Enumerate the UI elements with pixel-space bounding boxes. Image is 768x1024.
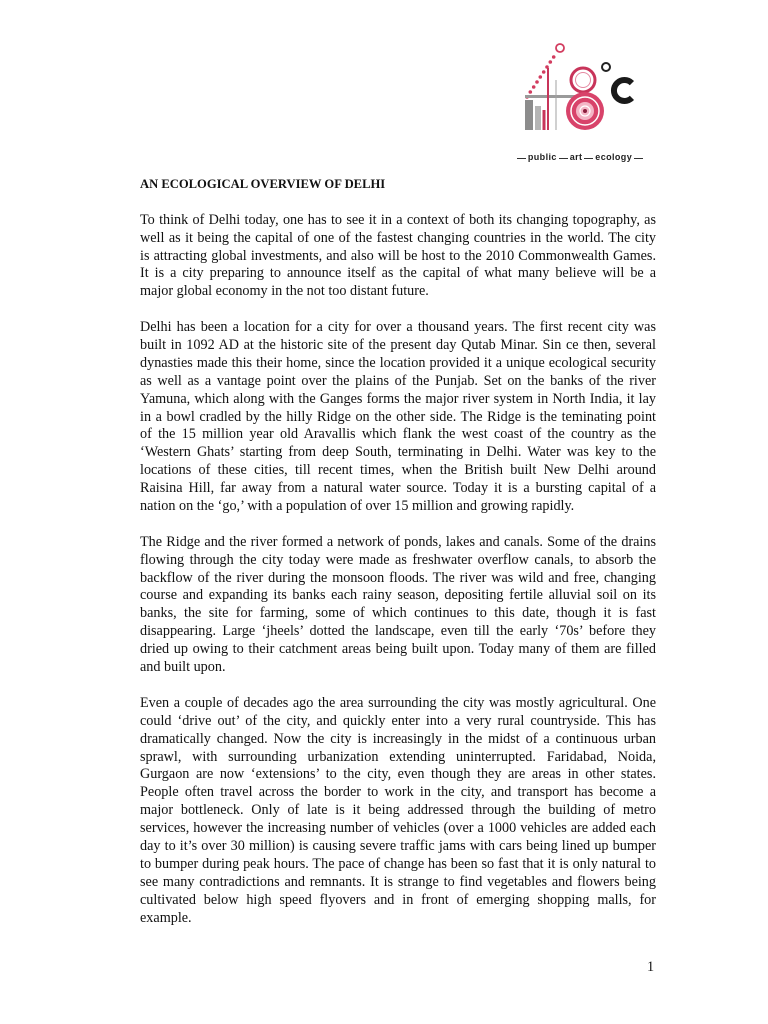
- paragraph-line: dried up owing to their catchment areas being built upon. Today many of them are filled: [140, 641, 656, 658]
- logo-degree-ring: [602, 63, 610, 71]
- logo-eight-bottom-rose: [566, 92, 604, 130]
- paragraph-line: backflow of the river during the monsoon floods. The river was wild and free, changing: [140, 569, 656, 586]
- paragraph-1: [140, 212, 656, 301]
- paragraph-line: and built upon.: [140, 659, 226, 676]
- document-body: [140, 176, 656, 945]
- paragraph-line: day to it’s over 30 million) is causing severe traffic jams with cars being lined up bumper: [140, 837, 656, 854]
- paragraph-line: dynasties made this their home, since the location provided it a unique ecological security: [140, 354, 656, 371]
- paragraph-line: is attracting global investments, and also will be host to the 2010 Commonwealth Games.: [140, 247, 656, 264]
- tagline-rule: [517, 158, 526, 159]
- logo-figure: [543, 110, 546, 130]
- logo-tagline: [515, 151, 645, 163]
- logo-pin-ring: [556, 44, 564, 52]
- tagline-rule: [584, 158, 593, 159]
- paragraph-line: nation on the ‘go,’ with a population of over 15 million and growing rapidly.: [140, 498, 575, 515]
- logo-building-dark: [525, 100, 533, 130]
- tagline-rule: [634, 158, 643, 159]
- tagline-word-public: public: [527, 152, 557, 162]
- paragraph-line: Gurgaon are now ‘extensions’ to the city, even though they are areas in other states.: [140, 766, 656, 783]
- document-title: AN ECOLOGICAL OVERVIEW OF DELHI: [140, 177, 386, 191]
- paragraph-3: [140, 534, 656, 677]
- logo-48c-mark: [515, 40, 650, 152]
- paragraph-line: banks, the site for farming, some of which continues to this date, though it is fast: [140, 605, 656, 622]
- paragraph-line: to bumper during peak hours. The pace of change has been so fast that it is only natural to: [140, 855, 656, 872]
- paragraph-line: as well as a vantage point over the plains of the Punjab. Set on the banks of the river: [140, 372, 656, 389]
- tagline-word-art: art: [569, 152, 583, 162]
- logo-dotted-line: [525, 55, 555, 99]
- logo-eight-top-ring: [571, 68, 595, 92]
- paragraph-line: of the 15 million year old Aravallis which flank the west coast of the country as the: [140, 426, 656, 443]
- paragraph-line: sprawl, with surrounding urbanization extending uninterrupted. Faridabad, Noida,: [140, 748, 656, 765]
- paragraph-line: flowing through the city today were made as freshwater overflow canals, to absorb the: [140, 551, 656, 568]
- paragraph-line: Delhi has been a location for a city for over a thousand years. The first recent city was: [140, 319, 656, 336]
- paragraph-line: Even a couple of decades ago the area surrounding the city was mostly agricultural. One: [140, 694, 656, 711]
- paragraph-line: The Ridge and the river formed a network of ponds, lakes and canals. Some of the drains: [140, 533, 656, 550]
- logo-building-light: [535, 106, 541, 130]
- paragraph-line: course and expanding its banks each rainy season, depositing fertile alluvial soil on its: [140, 587, 656, 604]
- paragraph-line: major global economy in the not too distant future.: [140, 283, 429, 300]
- paragraph-line: could ‘drive out’ of the city, and quickly enter into a very rural countryside. This has: [140, 712, 656, 729]
- paragraph-line: Raisina Hill, far away from a natural water source. Today it is a bursting capital of a: [140, 480, 656, 497]
- paragraph-list: [140, 212, 656, 928]
- paragraph-line: It is a city preparing to announce itself as the capital of what many believe will be a: [140, 265, 656, 282]
- paragraph-line: in a bowl cradled by the hilly Ridge on the other side. The Ridge is the teminating point: [140, 408, 656, 425]
- paragraph-line: see many contradictions and remnants. It is strange to find vegetables and flowers being: [140, 873, 656, 890]
- paragraph-line: To think of Delhi today, one has to see it in a context of both its changing topography, as: [140, 211, 656, 228]
- paragraph-line: example.: [140, 909, 192, 926]
- paragraph-line: disappearing. Large ‘jheels’ dotted the landscape, even till the early ‘70s’ before they: [140, 623, 656, 640]
- paragraph-line: cultivated below high speed flyovers and in front of emerging shopping malls, for: [140, 891, 656, 908]
- paragraph-4: [140, 695, 656, 928]
- paragraph-line: services, however the increasing number of vehicles (over a 1000 vehicles are added each: [140, 820, 656, 837]
- paragraph-line: Yamuna, which along with the Ganges forms the major river system in North India, it lay: [140, 390, 656, 407]
- paragraph-line: locations of these cities, till recent times, when the British built New Delhi around: [140, 462, 656, 479]
- paragraph-line: major bottleneck. Only of late is it being addressed through the building of metro: [140, 802, 656, 819]
- logo-celsius-c: [614, 80, 632, 101]
- tagline-word-ecology: ecology: [595, 152, 633, 162]
- page-number: 1: [647, 959, 655, 975]
- paragraph-line: dramatically changed. Now the city is increasingly in the midst of a continuous urban: [140, 730, 656, 747]
- tagline-rule: [559, 158, 568, 159]
- paragraph-line: built in 1092 AD at the historic site of the present day Qutab Minar. Sin ce then, several: [140, 337, 656, 354]
- paragraph-2: [140, 319, 656, 516]
- paragraph-line: ‘Western Ghats’ starting from deep South, terminating in Delhi. Water was key to the: [140, 444, 656, 461]
- paragraph-line: People often travel across the border to work in the city, and transport has become a: [140, 784, 656, 801]
- paragraph-line: well as it being the capital of one of the fastest changing countries in the world. The city: [140, 229, 656, 246]
